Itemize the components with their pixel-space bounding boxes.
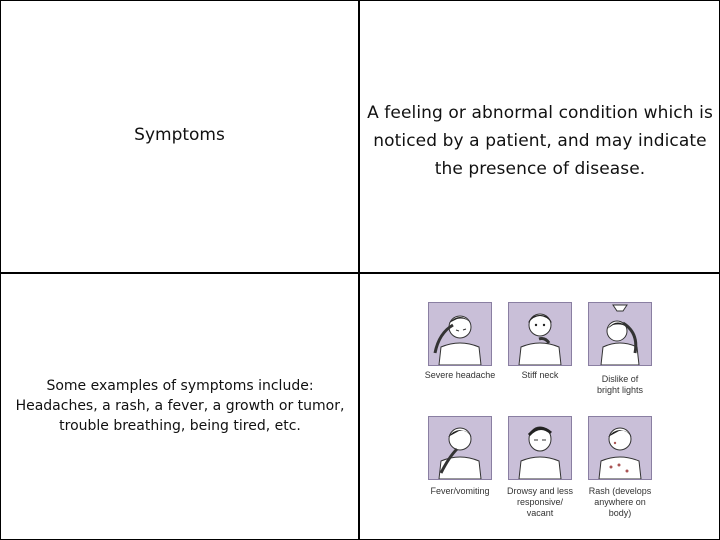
fever-panel: [428, 416, 492, 480]
caption-fever-vomiting: Fever/vomiting: [430, 486, 490, 496]
stiff-neck-panel: [508, 302, 572, 366]
symptom-illustration: [360, 274, 720, 540]
bright-lights-figure-icon: [589, 303, 651, 365]
examples-line-2: Headaches, a rash, a fever, a growth or tumor,: [15, 398, 345, 414]
rash-figure-icon: [589, 417, 651, 479]
caption-stiff-neck: Stiff neck: [521, 370, 559, 380]
definition-text: A feeling or abnormal condition which is noticed by a patient, and may indicate the presence of disease.: [367, 103, 713, 179]
fever-figure-icon: [429, 417, 491, 479]
bright-lights-panel: [588, 302, 652, 366]
examples-line-1: Some examples of symptoms include:: [46, 378, 314, 394]
caption-drowsy: Drowsy and less responsive/ vacant: [506, 486, 574, 518]
drowsy-figure-icon: [509, 417, 571, 479]
examples-text: [3, 376, 357, 436]
headache-panel: [428, 302, 492, 366]
headache-figure-icon: [429, 303, 491, 365]
illustration-cell: [358, 272, 720, 540]
examples-line-3: trouble breathing, being tired, etc.: [59, 418, 301, 434]
stiff-neck-figure-icon: [509, 303, 571, 365]
definition-cell: [358, 0, 720, 273]
rash-panel: [588, 416, 652, 480]
caption-bright-lights: Dislike of bright lights: [596, 374, 644, 395]
caption-severe-headache: Severe headache: [424, 370, 496, 380]
term-text: Symptoms: [134, 125, 225, 145]
caption-rash: Rash (develops anywhere on body): [588, 486, 652, 518]
examples-cell: [0, 272, 359, 540]
drowsy-panel: [508, 416, 572, 480]
term-cell: [0, 0, 359, 273]
